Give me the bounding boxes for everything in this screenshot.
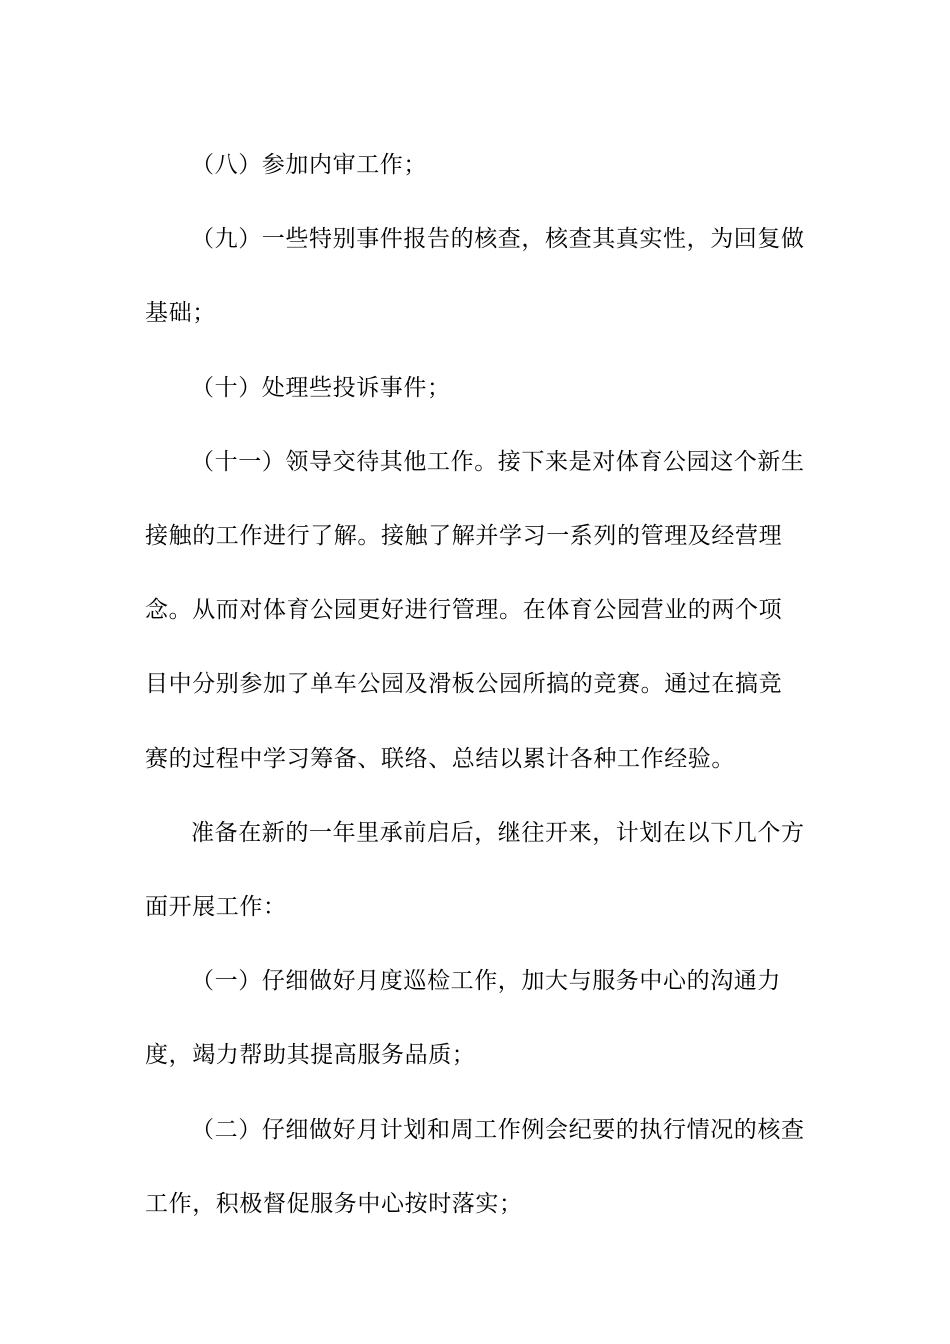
- paragraph-8-internal-audit: （八）参加内审工作；: [191, 152, 427, 178]
- paragraph-9-special-event-verification: （九）一些特别事件报告的核查，核查其真实性，为回复做基础；: [145, 226, 805, 327]
- paragraph-plan-2-monthly-plan-check: （二）仔细做好月计划和周工作例会纪要的执行情况的核查工作，积极督促服务中心按时落实；: [145, 1116, 805, 1217]
- paragraph-11-other-work: （十一）领导交待其他工作。接下来是对体育公园这个新生接触的工作进行了解。接触了解并学习一系列的管理及经营理念。从而对体育公园更好进行管理。在体育公园营业的两个项目中分别参加了单车公园及滑板公园所搞的竞赛。通过在搞竞赛的过程中学习筹备、联络、总结以累计各种工作经验。: [145, 448, 805, 772]
- document-body: [145, 128, 805, 1241]
- paragraph-plan-1-monthly-inspection: （一）仔细做好月度巡检工作，加大与服务中心的沟通力度，竭力帮助其提高服务品质；: [145, 968, 781, 1069]
- paragraph-10-complaint-handling: （十）处理些投诉事件；: [191, 374, 451, 401]
- paragraph-new-year-plan: 准备在新的一年里承前启后，继往开来，计划在以下几个方面开展工作：: [145, 819, 805, 921]
